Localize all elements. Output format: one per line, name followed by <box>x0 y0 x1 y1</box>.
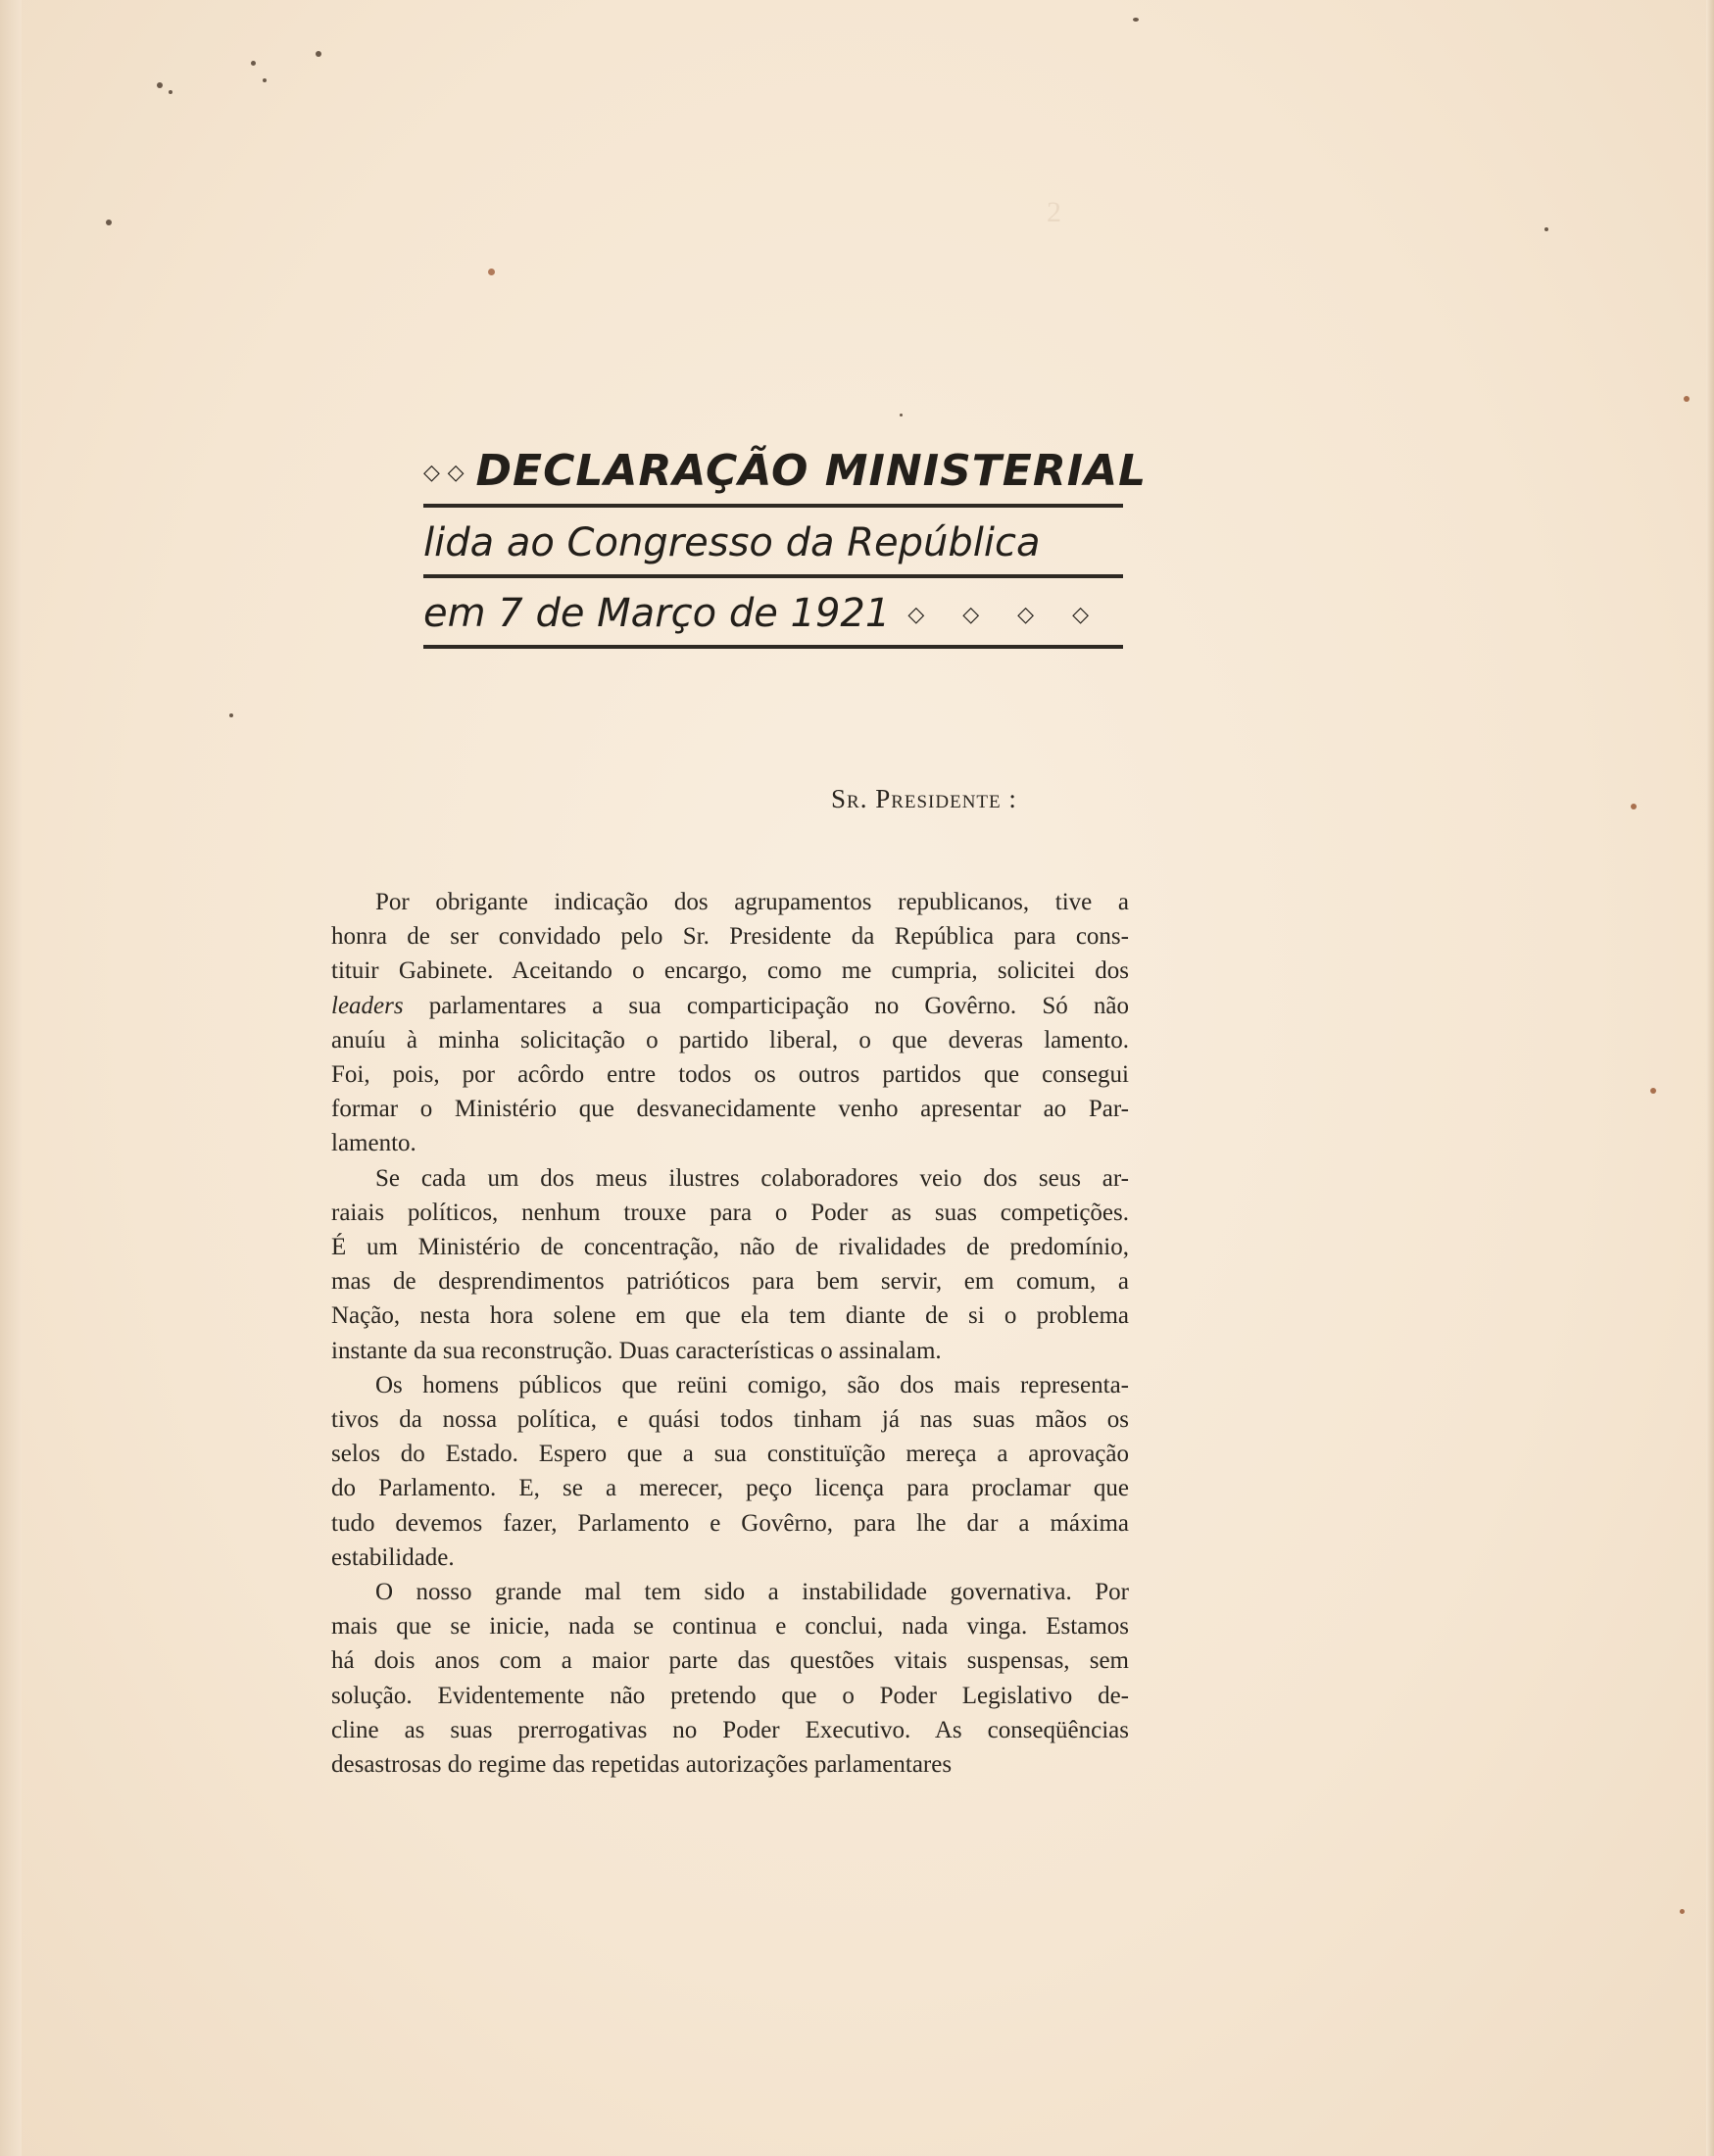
paragraph <box>287 1161 1129 1368</box>
page-number: 2 <box>1047 196 1062 228</box>
ink-speck <box>251 61 256 66</box>
text-line: estabilidade. <box>331 1544 455 1571</box>
paragraph <box>287 885 1129 1161</box>
text-line: Foi, pois, por acôrdo entre todos os outros partidos que consegui <box>331 1061 1129 1089</box>
text-line: Por obrigante indicação dos agrupamentos republicanos, tive a <box>375 889 1129 915</box>
text-line: tudo devemos fazer, Parlamento e Govêrno, para lhe dar a máxima <box>331 1509 1129 1537</box>
title-line-3 <box>423 578 1123 649</box>
text-line: formar o Ministério que desvanecidamente venho apresentar ao Par- <box>331 1096 1129 1123</box>
text-line: Se cada um dos meus ilustres colaboradores veio dos seus ar- <box>375 1164 1129 1192</box>
text-line: É um Ministério de concentração, não de rivalidades de predomínio, <box>331 1234 1129 1261</box>
ink-speck <box>157 82 163 88</box>
ink-speck <box>229 713 233 717</box>
diamond-ornament-icon: ◇ ◇ ◇ ◇ <box>907 603 1104 627</box>
text-line: solução. Evidentemente não pretendo que o Poder Legislativo de- <box>331 1682 1129 1709</box>
text-line: há dois anos com a maior parte das questões vitais suspensas, sem <box>331 1647 1129 1675</box>
page-right-edge <box>1706 0 1714 2156</box>
text-line: Nação, nesta hora solene em que ela tem diante de si o problema <box>331 1302 1129 1330</box>
ink-speck <box>900 414 903 416</box>
text-line: leaders parlamentares a sua comparticipação no Govêrno. Só não <box>331 992 1129 1019</box>
text-line: mas de desprendimentos patrióticos para bem servir, em comum, a <box>331 1268 1129 1296</box>
diamond-ornament-icon: ◇ ◇ <box>423 461 465 485</box>
text-line: instante da sua reconstrução. Duas características o assinalam. <box>331 1337 942 1364</box>
ink-speck <box>1133 18 1139 22</box>
salutation: Sr. Presidente : <box>831 784 1017 813</box>
text-line: Os homens públicos que reüni comigo, são dos mais representa- <box>375 1371 1129 1398</box>
text-line: cline as suas prerrogativas no Poder Executivo. As conseqüências <box>331 1716 1129 1743</box>
title-line-1 <box>423 439 1148 508</box>
text-line: do Parlamento. E, se a merecer, peço licença para proclamar que <box>331 1475 1129 1502</box>
text-line: lamento. <box>331 1130 416 1157</box>
text-line: mais que se inicie, nada se continua e conclui, nada vinga. Estamos <box>331 1613 1129 1641</box>
ink-speck <box>488 269 495 275</box>
ink-speck <box>316 51 321 57</box>
text-line: anuíu à minha solicitação o partido liberal, o que deveras lamento. <box>331 1026 1129 1054</box>
text-line: selos do Estado. Espero que a sua constituïção mereça a aprovação <box>331 1441 1129 1468</box>
ink-speck <box>169 90 172 94</box>
text-line: raiais políticos, nenhum trouxe para o Poder as suas competições. <box>331 1199 1129 1226</box>
paragraph <box>287 1368 1129 1575</box>
document-date-line: em 7 de Março de 1921 <box>423 591 891 636</box>
document-subtitle: lida ao Congresso da República <box>423 520 1041 565</box>
text-line: tivos da nossa política, e quási todos tinham já nas suas mãos os <box>331 1406 1129 1434</box>
document-title: DECLARAÇÃO MINISTERIAL <box>475 446 1148 496</box>
paragraph <box>287 1575 1129 1782</box>
ink-speck <box>1684 396 1690 402</box>
page-left-edge <box>0 0 22 2156</box>
ink-speck <box>1544 227 1548 231</box>
text-line: tituir Gabinete. Aceitando o encargo, como me cumpria, solicitei dos <box>331 957 1129 985</box>
text-line: honra de ser convidado pelo Sr. Presidente da República para cons- <box>331 923 1129 951</box>
title-line-2 <box>423 508 1123 578</box>
ink-speck <box>1631 804 1637 809</box>
title-block <box>423 439 1148 649</box>
ink-speck <box>1680 1909 1685 1914</box>
body-text <box>287 885 1129 1782</box>
ink-speck <box>1650 1088 1656 1094</box>
ink-speck <box>106 220 112 225</box>
text-line: desastrosas do regime das repetidas autorizações parlamentares <box>331 1751 953 1779</box>
text-line: O nosso grande mal tem sido a instabilidade governativa. Por <box>375 1579 1129 1606</box>
ink-speck <box>263 78 267 82</box>
